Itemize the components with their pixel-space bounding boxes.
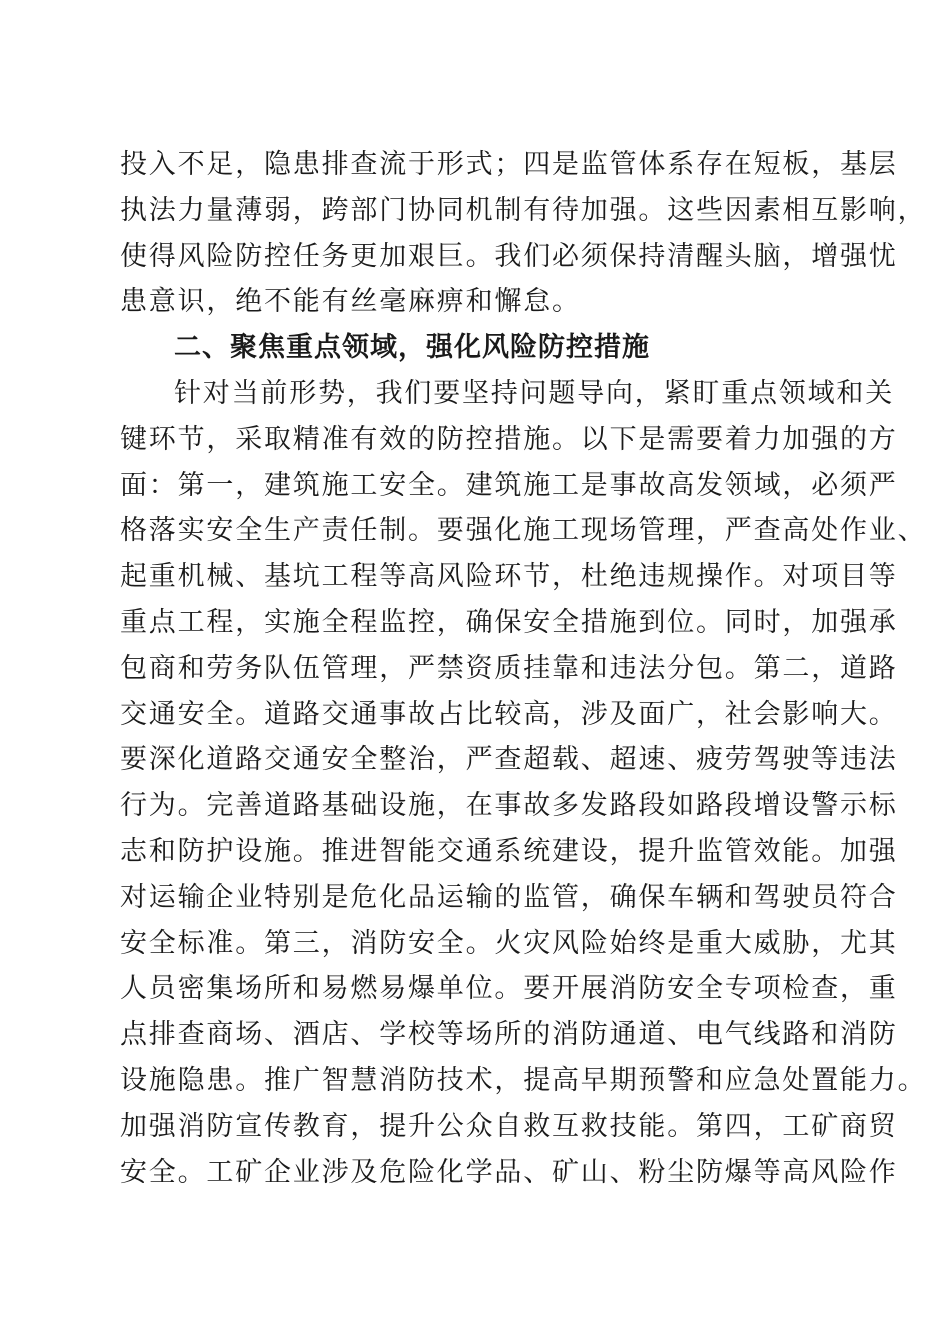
document-body: [120, 142, 927, 1195]
paragraph-line: 志和防护设施。推进智能交通系统建设，提升监管效能。加强: [120, 835, 898, 867]
paragraph-line: 安全。工矿企业涉及危险化学品、矿山、粉尘防爆等高风险作: [120, 1156, 898, 1188]
paragraph-line: 起重机械、基坑工程等高风险环节，杜绝违规操作。对项目等: [120, 561, 898, 593]
paragraph-line: 加强消防宣传教育，提升公众自救互救技能。第四，工矿商贸: [120, 1110, 898, 1142]
paragraph-line: 行为。完善道路基础设施，在事故多发路段如路段增设警示标: [120, 790, 898, 822]
paragraph-line: 键环节，采取精准有效的防控措施。以下是需要着力加强的方: [120, 423, 898, 455]
paragraph-line: 安全标准。第三，消防安全。火灾风险始终是重大威胁，尤其: [120, 927, 898, 959]
paragraph-line: 包商和劳务队伍管理，严禁资质挂靠和违法分包。第二，道路: [120, 652, 898, 684]
paragraph-line: 交通安全。道路交通事故占比较高，涉及面广，社会影响大。: [120, 698, 898, 730]
paragraph-line: 人员密集场所和易燃易爆单位。要开展消防安全专项检查，重: [120, 973, 898, 1005]
paragraph-line: 点排查商场、酒店、学校等场所的消防通道、电气线路和消防: [120, 1019, 898, 1051]
paragraph-line: 面：第一，建筑施工安全。建筑施工是事故高发领域，必须严: [120, 469, 898, 501]
paragraph-line: 重点工程，实施全程监控，确保安全措施到位。同时，加强承: [120, 606, 898, 638]
paragraph-line: 投入不足，隐患排查流于形式；四是监管体系存在短板，基层: [120, 149, 898, 180]
paragraph-line: 患意识，绝不能有丝毫麻痹和懈怠。: [120, 286, 581, 318]
paragraph-line: 设施隐患。推广智慧消防技术，提高早期预警和应急处置能力。: [120, 1064, 927, 1096]
paragraph-line: 执法力量薄弱，跨部门协同机制有待加强。这些因素相互影响，: [120, 194, 927, 226]
section-heading: 二、聚焦重点领域，强化风险防控措施: [174, 332, 650, 364]
paragraph-line: 要深化道路交通安全整治，严查超载、超速、疲劳驾驶等违法: [120, 744, 898, 776]
paragraph-line: 对运输企业特别是危化品运输的监管，确保车辆和驾驶员符合: [120, 881, 898, 913]
paragraph-line: 格落实安全生产责任制。要强化施工现场管理，严查高处作业、: [120, 515, 927, 547]
paragraph-line: 使得风险防控任务更加艰巨。我们必须保持清醒头脑，增强忧: [120, 240, 898, 272]
paragraph-line: 针对当前形势，我们要坚持问题导向，紧盯重点领域和关: [174, 377, 894, 409]
